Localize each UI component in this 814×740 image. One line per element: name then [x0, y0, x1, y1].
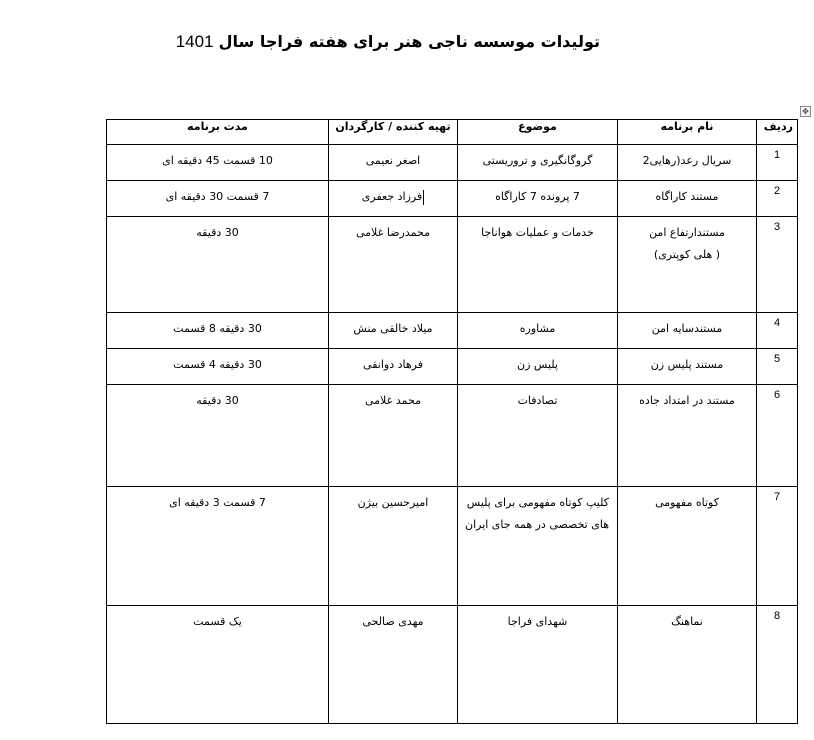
topic-cell[interactable]: شهدای فراجا [458, 606, 618, 724]
table-row [107, 349, 798, 385]
topic-cell[interactable]: تصادفات [458, 385, 618, 487]
producer-cell[interactable]: محمدرضا غلامی [329, 217, 458, 313]
table-header-row [107, 120, 798, 145]
header-program-name: نام برنامه [618, 120, 757, 145]
program-name-cell[interactable]: نماهنگ [618, 606, 757, 724]
producer-cell[interactable]: میلاد خالقی منش [329, 313, 458, 349]
header-row-number: ردیف [757, 120, 798, 145]
row-number[interactable]: 1 [757, 145, 798, 181]
duration-cell[interactable]: 30 دقیقه [107, 385, 329, 487]
topic-line2: های تخصصی در همه جای ایران [464, 518, 609, 531]
table-move-handle-icon[interactable]: ✥ [800, 106, 811, 117]
header-topic: موضوع [458, 120, 618, 145]
table-row [107, 145, 798, 181]
table-row [107, 217, 798, 313]
duration-cell[interactable]: 7 قسمت 30 دقیقه ای [107, 181, 329, 217]
program-name-cell[interactable]: کوتاه مفهومی [618, 487, 757, 606]
table-row [107, 181, 798, 217]
producer-cell[interactable]: مهدی صالحی [329, 606, 458, 724]
topic-cell[interactable]: مشاوره [458, 313, 618, 349]
producer-cell[interactable]: محمد غلامی [329, 385, 458, 487]
title-year: 1401 [175, 32, 214, 51]
topic-cell[interactable]: خدمات و عملیات هواناجا [458, 217, 618, 313]
table-row [107, 487, 798, 606]
row-number[interactable]: 4 [757, 313, 798, 349]
topic-line1: کلیپ کوتاه مفهومی برای پلیس [466, 496, 609, 509]
topic-cell[interactable] [458, 487, 618, 606]
program-name-line1: مستندارتفاع امن [649, 226, 725, 239]
duration-cell[interactable]: 30 دقیقه 4 قسمت [107, 349, 329, 385]
topic-cell[interactable]: پلیس زن [458, 349, 618, 385]
document-title [175, 32, 600, 52]
table-row [107, 313, 798, 349]
row-number[interactable]: 2 [757, 181, 798, 217]
duration-cell[interactable]: 7 قسمت 3 دقیقه ای [107, 487, 329, 606]
producer-cell[interactable]: اصغر نعیمی [329, 145, 458, 181]
program-name-line2: ( هلی کوپتری) [653, 248, 721, 261]
duration-cell[interactable]: 30 دقیقه 8 قسمت [107, 313, 329, 349]
title-text: تولیدات موسسه ناجی هنر برای هفته فراجا سال [218, 32, 600, 51]
productions-table [106, 119, 798, 724]
duration-cell[interactable]: 10 قسمت 45 دقیقه ای [107, 145, 329, 181]
program-name-cell[interactable]: مستند پلیس زن [618, 349, 757, 385]
duration-cell[interactable]: 30 دقیقه [107, 217, 329, 313]
program-name-cell[interactable]: مستند کاراگاه [618, 181, 757, 217]
program-name-cell[interactable]: مستندسایه امن [618, 313, 757, 349]
header-producer-director: تهیه کننده / کارگردان [329, 120, 458, 145]
program-name-cell[interactable] [618, 217, 757, 313]
producer-cell[interactable]: فرهاد دوانقی [329, 349, 458, 385]
topic-cell[interactable]: گروگانگیری و تروریستی [458, 145, 618, 181]
row-number[interactable]: 6 [757, 385, 798, 487]
producer-cell[interactable]: امیرحسین بیژن [329, 487, 458, 606]
text-cursor [423, 190, 424, 205]
program-name-cell[interactable]: سریال رعد(رهایی2 [618, 145, 757, 181]
header-duration: مدت برنامه [107, 120, 329, 145]
topic-cell[interactable]: 7 پرونده 7 کاراگاه [458, 181, 618, 217]
row-number[interactable]: 7 [757, 487, 798, 606]
table-row [107, 606, 798, 724]
duration-cell[interactable]: یک قسمت [107, 606, 329, 724]
program-name-cell[interactable]: مستند در امتداد جاده [618, 385, 757, 487]
producer-cell[interactable] [329, 181, 458, 217]
table-row [107, 385, 798, 487]
producer-name: فرزاد جعفری [361, 190, 423, 203]
row-number[interactable]: 5 [757, 349, 798, 385]
row-number[interactable]: 3 [757, 217, 798, 313]
row-number[interactable]: 8 [757, 606, 798, 724]
